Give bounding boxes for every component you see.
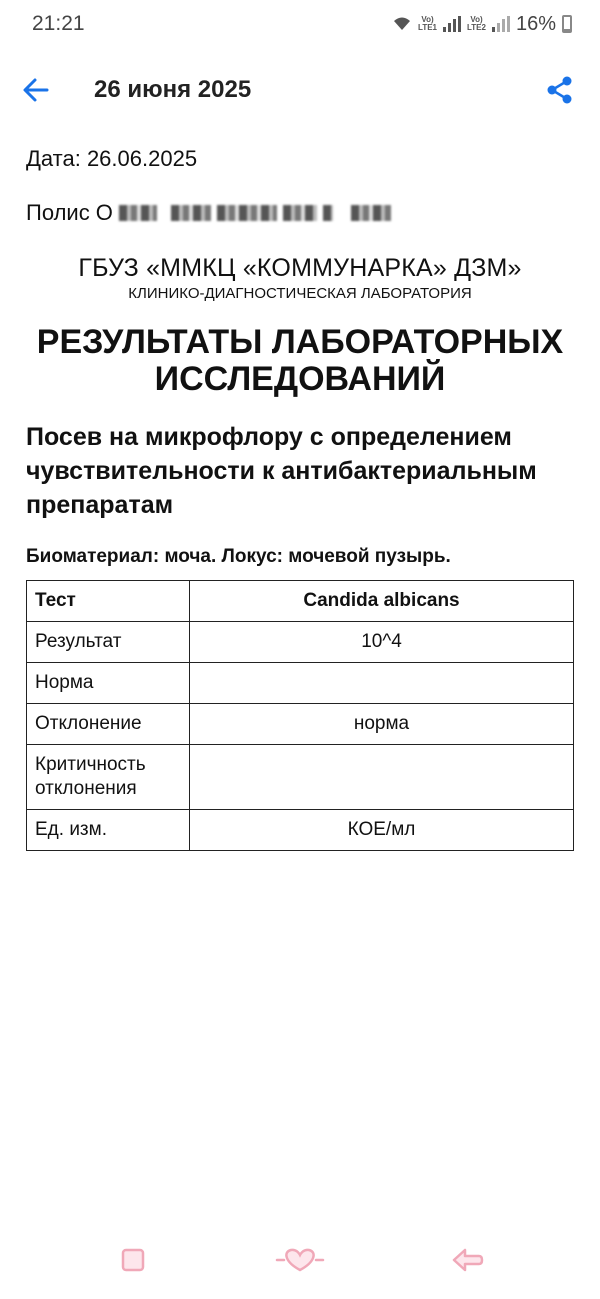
policy-label: Полис О xyxy=(26,200,113,225)
back-button[interactable] xyxy=(18,72,54,108)
redacted-block xyxy=(217,205,277,221)
lab-document xyxy=(26,140,574,851)
home-icon xyxy=(275,1246,325,1274)
row-label: Отклонение xyxy=(27,704,190,745)
table-row xyxy=(27,745,574,810)
page-title: 26 июня 2025 xyxy=(94,76,252,103)
redacted-block xyxy=(283,205,317,221)
status-icons xyxy=(392,13,572,36)
policy-line xyxy=(26,200,574,226)
battery-icon xyxy=(562,15,572,33)
row-value: норма xyxy=(190,704,574,745)
table-row xyxy=(27,810,574,851)
battery-percent: 16% xyxy=(515,12,556,35)
redacted-block xyxy=(171,205,211,221)
status-time: 21:21 xyxy=(32,12,85,35)
sim2-label: Vo) LTE2 xyxy=(467,15,486,32)
row-label: Результат xyxy=(27,622,190,663)
table-row xyxy=(27,704,574,745)
biomaterial-info: Биоматериал: моча. Локус: мочевой пузырь. xyxy=(26,546,451,567)
recent-apps-icon xyxy=(119,1246,147,1274)
test-name: Посев на микрофлору с определением чувствительности к антибактериальным препаратам xyxy=(26,423,537,519)
recent-apps-button[interactable] xyxy=(108,1240,158,1280)
table-row xyxy=(27,622,574,663)
signal-icon xyxy=(443,16,461,32)
row-value: 10^4 xyxy=(190,622,574,663)
table-header-row xyxy=(27,581,574,622)
row-value xyxy=(190,745,574,810)
redacted-block xyxy=(119,205,157,221)
bottom-nav xyxy=(0,1240,600,1280)
row-value: КОЕ/мл xyxy=(190,810,574,851)
home-button[interactable] xyxy=(275,1240,325,1280)
redacted-block xyxy=(351,205,391,221)
organization-name: ГБУЗ «ММКЦ «КОММУНАРКА» ДЗМ» xyxy=(78,254,522,282)
arrow-left-icon xyxy=(22,76,50,104)
table-row xyxy=(27,663,574,704)
back-nav-icon xyxy=(451,1246,485,1274)
results-table xyxy=(26,580,574,851)
status-bar xyxy=(0,0,600,48)
row-value xyxy=(190,663,574,704)
share-button[interactable] xyxy=(542,72,578,108)
redacted-block xyxy=(323,205,333,221)
document-date: Дата: 26.06.2025 xyxy=(26,146,198,171)
row-label: Критичность отклонения xyxy=(27,745,190,810)
row-label: Ед. изм. xyxy=(27,810,190,851)
sim1-label: Vo) LTE1 xyxy=(418,15,437,32)
back-nav-button[interactable] xyxy=(443,1240,493,1280)
signal-2-icon xyxy=(492,16,510,32)
wifi-icon xyxy=(392,16,412,32)
header-test-label: Тест xyxy=(27,581,190,622)
laboratory-name: КЛИНИКО-ДИАГНОСТИЧЕСКАЯ ЛАБОРАТОРИЯ xyxy=(128,285,472,302)
row-label: Норма xyxy=(27,663,190,704)
share-icon xyxy=(547,76,573,104)
app-bar xyxy=(0,62,600,118)
results-title: РЕЗУЛЬТАТЫ ЛАБОРАТОРНЫХ ИССЛЕДОВАНИЙ xyxy=(36,323,564,398)
header-test-value: Candida albicans xyxy=(190,581,574,622)
